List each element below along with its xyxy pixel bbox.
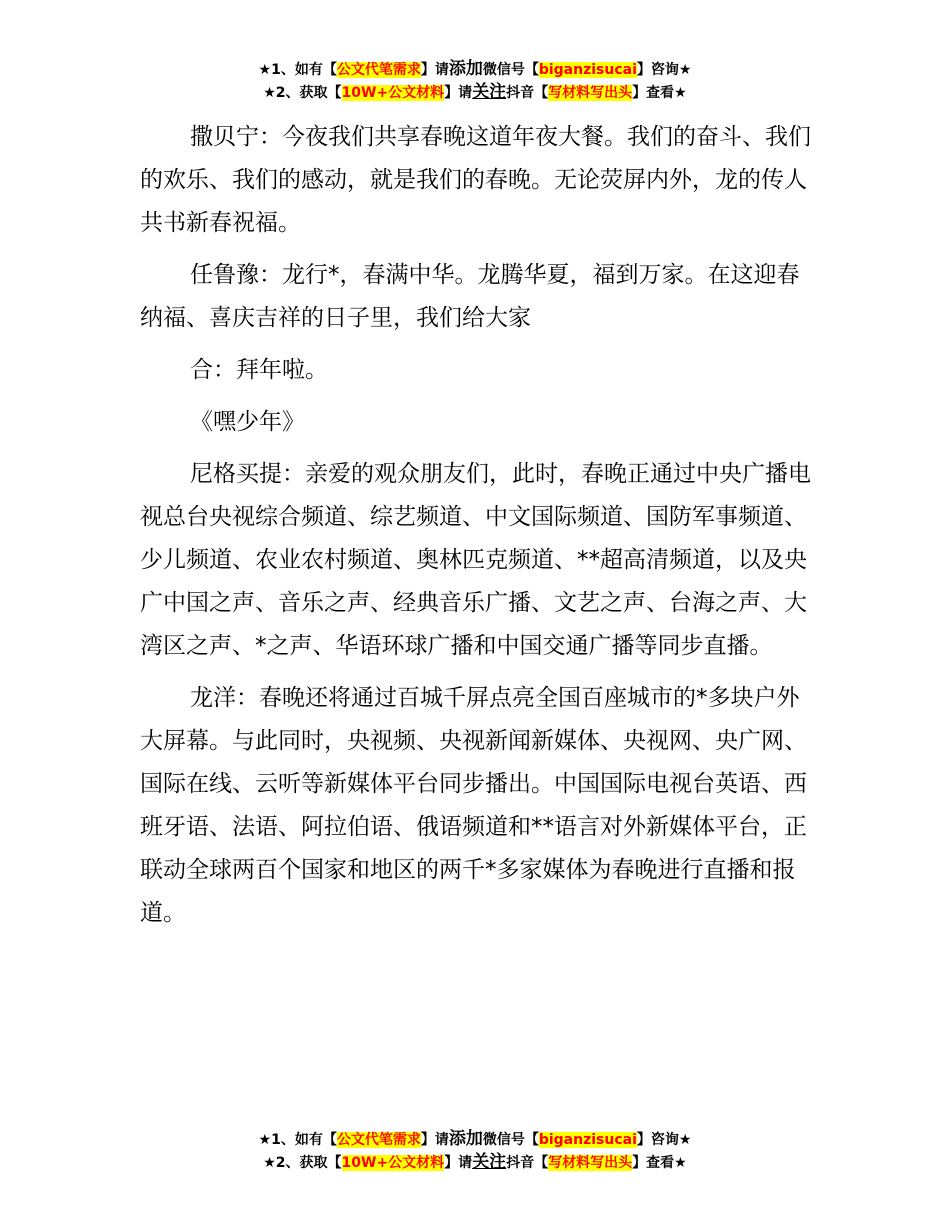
footer-banner (0, 1128, 950, 1174)
banner-text: 微信号【 (482, 62, 539, 78)
paragraph-ren-luyu: 任鲁豫：龙行*，春满中华。龙腾华夏，福到万家。在这迎春纳福、喜庆吉祥的日子里，我们给大家 (140, 262, 800, 331)
banner-text: 】请 (420, 62, 449, 78)
banner-text: 】请 (444, 1155, 473, 1171)
banner-text: ★2、获取【 (263, 85, 342, 101)
materials-highlight: 10W+公文材料 (341, 85, 445, 101)
service-highlight: 公文代笔需求 (336, 1132, 421, 1148)
add-emphasis: 添加 (448, 59, 483, 79)
banner-text: ★1、如有【 (258, 62, 337, 78)
banner-line-2 (0, 81, 950, 104)
materials-highlight: 10W+公文材料 (341, 1155, 445, 1171)
banner-text: ★1、如有【 (258, 1132, 337, 1148)
banner-text: 】咨询★ (636, 1132, 692, 1148)
follow-emphasis: 关注 (472, 1152, 507, 1172)
document-body (140, 116, 820, 944)
paragraph-long-yang: 龙洋：春晚还将通过百城千屏点亮全国百座城市的*多块户外大屏幕。与此同时，央视频、央视新闻新媒体、央视网、央广网、国际在线、云听等新媒体平台同步播出。中国国际电视台英语、西班牙语、法语、阿拉伯语、俄语频道和**语言对外新媒体平台，正联动全球两百个国家和地区的两千*多家媒体为春晚进行直播和报道。 (140, 685, 807, 926)
paragraph-nige-maiti: 尼格买提：亲爱的观众朋友们，此时，春晚正通过中央广播电视总台央视综合频道、综艺频道、中文国际频道、国防军事频道、少儿频道、农业农村频道、奥林匹克频道、**超高清频道，以及央广中国之声、音乐之声、经典音乐广播、文艺之声、台海之声、大湾区之声、*之声、华语环球广播和中国交通广播等同步直播。 (140, 461, 811, 659)
add-emphasis: 添加 (448, 1129, 483, 1149)
banner-text: 抖音【 (506, 85, 549, 101)
banner-text: 抖音【 (506, 1155, 549, 1171)
paragraph-sa-beining: 撒贝宁：今夜我们共享春晚这道年夜大餐。我们的奋斗、我们的欢乐、我们的感动，就是我们的春晚。无论荧屏内外，龙的传人共书新春祝福。 (140, 124, 811, 236)
banner-line-1 (0, 58, 950, 81)
banner-text: 】请 (420, 1132, 449, 1148)
banner-text: 】咨询★ (636, 62, 692, 78)
follow-emphasis: 关注 (472, 82, 507, 102)
paragraph-together: 合：拜年啦。 (190, 357, 328, 383)
douyin-id-highlight: 写材料写出头 (548, 85, 633, 101)
wechat-id-highlight: biganzisucai (538, 1132, 637, 1148)
banner-text: ★2、获取【 (263, 1155, 342, 1171)
banner-text: 】查看★ (632, 85, 687, 101)
header-banner (0, 58, 950, 104)
banner-line-1 (0, 1128, 950, 1151)
program-title: 《嘿少年》 (190, 409, 305, 435)
wechat-id-highlight: biganzisucai (538, 62, 637, 78)
banner-text: 微信号【 (482, 1132, 539, 1148)
service-highlight: 公文代笔需求 (336, 62, 421, 78)
banner-text: 】查看★ (632, 1155, 687, 1171)
douyin-id-highlight: 写材料写出头 (548, 1155, 633, 1171)
banner-line-2 (0, 1151, 950, 1174)
banner-text: 】请 (444, 85, 473, 101)
